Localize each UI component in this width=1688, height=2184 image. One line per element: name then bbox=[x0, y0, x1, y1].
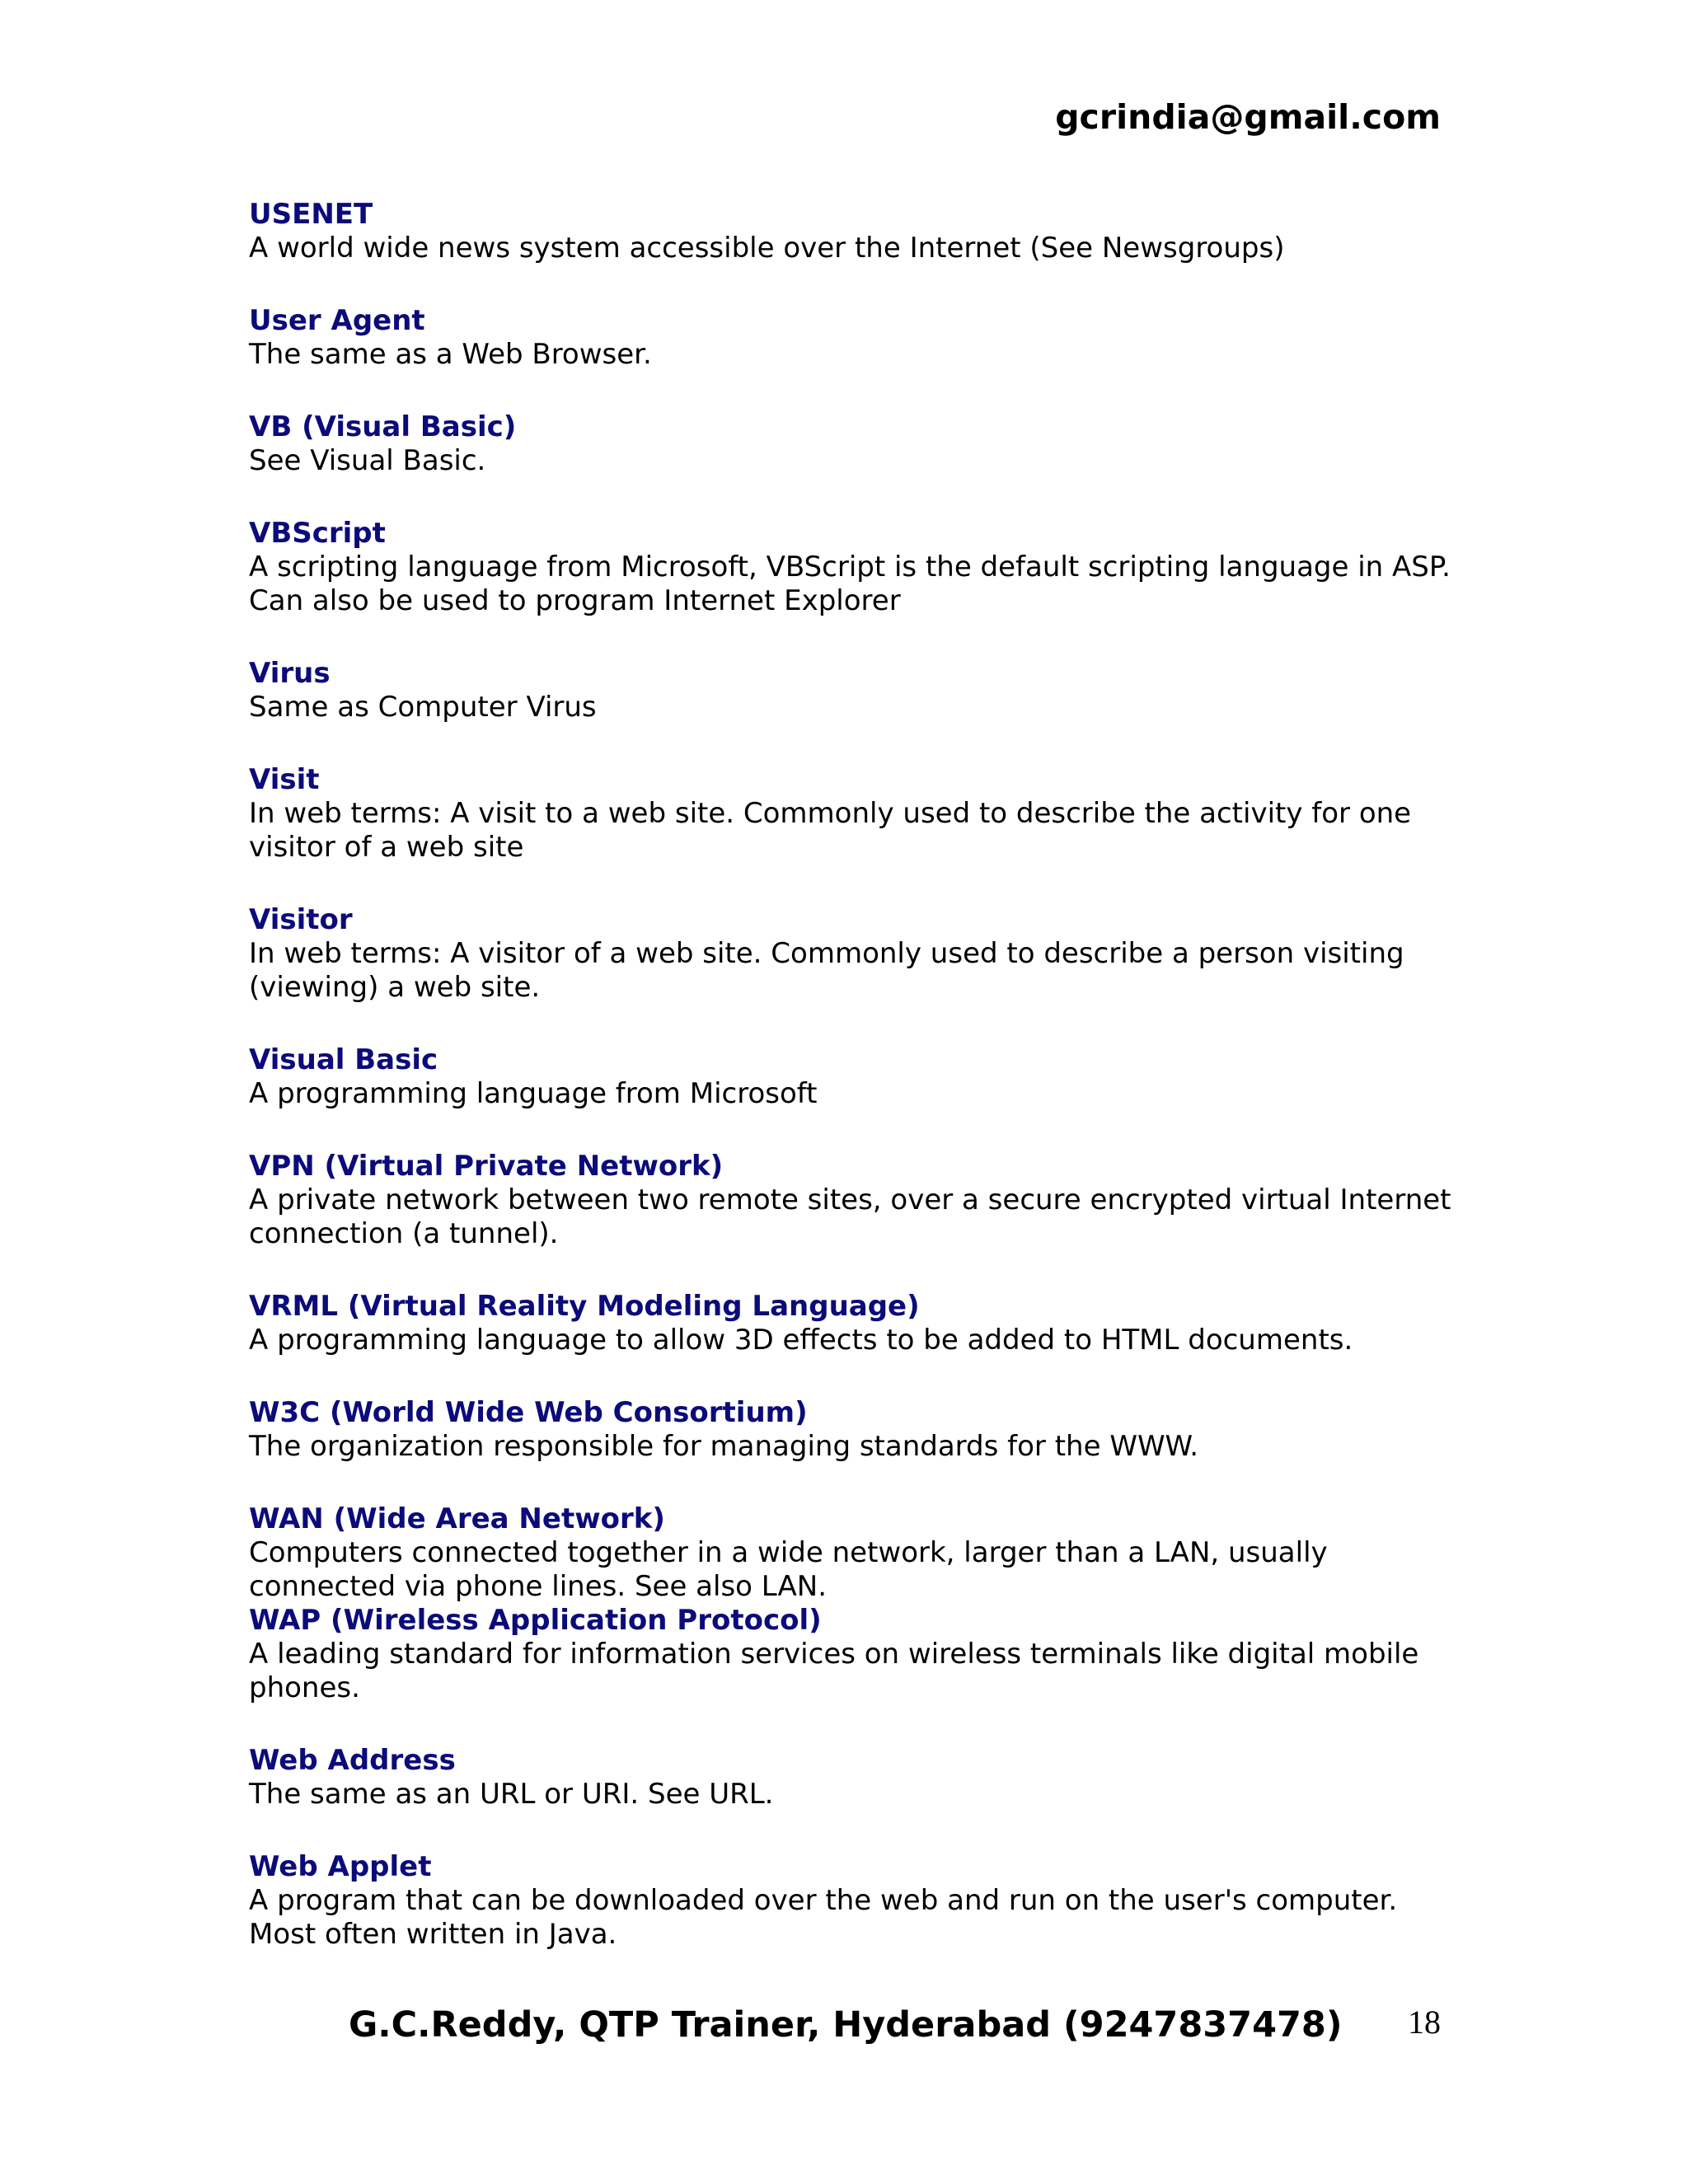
term: VPN (Virtual Private Network) bbox=[249, 1150, 724, 1183]
term: WAN (Wide Area Network) bbox=[249, 1502, 665, 1535]
glossary-entry bbox=[249, 1150, 1452, 1251]
definition: A programming language to allow 3D effects to be added to HTML documents. bbox=[249, 1324, 1353, 1357]
term: VRML (Virtual Reality Modeling Language) bbox=[249, 1290, 920, 1323]
term: W3C (World Wide Web Consortium) bbox=[249, 1396, 808, 1429]
term: WAP (Wireless Application Protocol) bbox=[249, 1604, 822, 1637]
glossary-entry bbox=[249, 1744, 1452, 1811]
definition: A program that can be downloaded over the web and run on the user's computer. Most often written in Java. bbox=[249, 1884, 1398, 1951]
term: Visitor bbox=[249, 903, 353, 936]
term: Visual Basic bbox=[249, 1043, 438, 1076]
page-number: 18 bbox=[1408, 2004, 1441, 2041]
term: User Agent bbox=[249, 304, 425, 337]
glossary-entry bbox=[249, 198, 1452, 265]
definition: The organization responsible for managing standards for the WWW. bbox=[249, 1430, 1199, 1463]
glossary-entry bbox=[249, 1850, 1452, 1952]
term: VB (Visual Basic) bbox=[249, 410, 517, 443]
term: Virus bbox=[249, 657, 331, 690]
definition: In web terms: A visitor of a web site. Commonly used to describe a person visiting (viewing) a web site. bbox=[249, 937, 1404, 1004]
term: USENET bbox=[249, 198, 373, 231]
definition: A scripting language from Microsoft, VBScript is the default scripting language in ASP. Can also be used to program Internet Explorer bbox=[249, 551, 1451, 617]
footer-text: G.C.Reddy, QTP Trainer, Hyderabad (9247837478) bbox=[349, 2004, 1343, 2046]
glossary-entry bbox=[249, 903, 1452, 1005]
glossary-entry bbox=[249, 410, 1452, 478]
term: Web Address bbox=[249, 1744, 456, 1777]
glossary-entry bbox=[249, 304, 1452, 372]
definition: A leading standard for information services on wireless terminals like digital mobile phones. bbox=[249, 1638, 1419, 1704]
definition: A programming language from Microsoft bbox=[249, 1077, 818, 1110]
definition: In web terms: A visit to a web site. Commonly used to describe the activity for one visitor of a web site bbox=[249, 797, 1412, 864]
header-email: gcrindia@gmail.com bbox=[1055, 97, 1441, 137]
definition: The same as a Web Browser. bbox=[249, 338, 652, 371]
definition: The same as an URL or URI. See URL. bbox=[249, 1778, 774, 1811]
term: VBScript bbox=[249, 517, 386, 550]
glossary-entry bbox=[249, 657, 1452, 724]
glossary-entry bbox=[249, 1396, 1452, 1464]
term: Web Applet bbox=[249, 1850, 432, 1883]
glossary-entry bbox=[249, 1604, 1452, 1705]
definition: A private network between two remote sites, over a secure encrypted virtual Internet connection (a tunnel). bbox=[249, 1183, 1451, 1250]
glossary-entry bbox=[249, 763, 1452, 865]
term: Visit bbox=[249, 763, 320, 796]
definition: See Visual Basic. bbox=[249, 444, 486, 477]
glossary-entry bbox=[249, 517, 1452, 618]
definition: A world wide news system accessible over the Internet (See Newsgroups) bbox=[249, 232, 1285, 265]
definition: Same as Computer Virus bbox=[249, 691, 597, 724]
glossary-entry bbox=[249, 1043, 1452, 1111]
glossary-entry bbox=[249, 1290, 1452, 1357]
glossary bbox=[249, 198, 1452, 1952]
glossary-entry bbox=[249, 1502, 1452, 1604]
definition: Computers connected together in a wide network, larger than a LAN, usually connected via phone lines. See also LAN. bbox=[249, 1536, 1328, 1603]
